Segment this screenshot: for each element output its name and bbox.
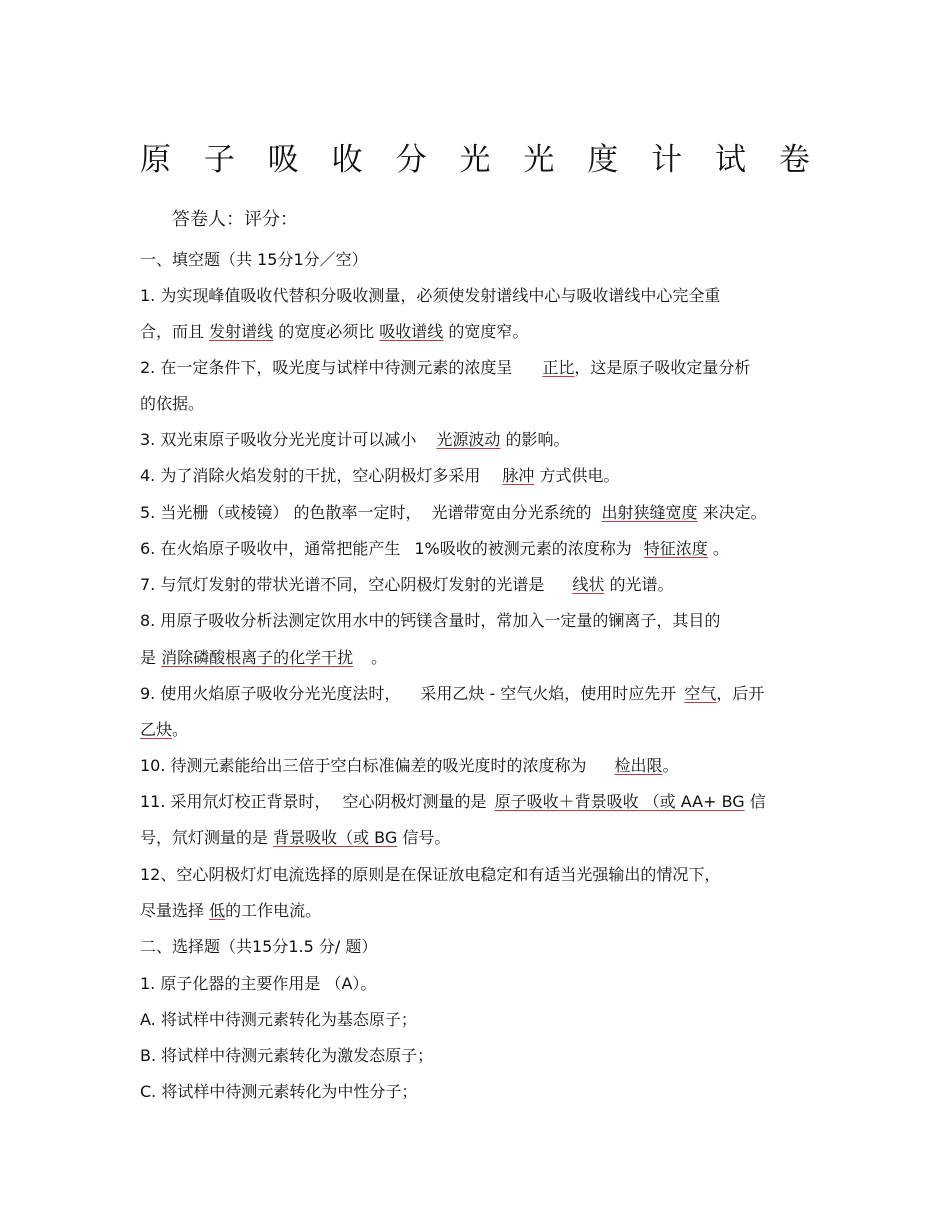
q10-answer: 检出限 — [614, 756, 663, 775]
q8-line1: 8. 用原子吸收分析法测定饮用水中的钙镁含量时，常加入一定量的镧离子，其目的 — [140, 611, 721, 630]
title-char: 光 — [523, 142, 555, 178]
q8-answer: 消除磷酸根离子的化学干扰 — [161, 648, 354, 667]
q4-line: 4. 为了消除火焰发射的干扰，空心阴极灯多采用 脉冲 方式供电。 — [140, 466, 620, 485]
q11-line1: 11. 采用氘灯校正背景时， 空心阴极灯测量的是 原子吸收＋背景吸收 （或 AA+ BG 信 — [140, 792, 766, 811]
q1-line2: 合，而且 发射谱线 的宽度必须比 吸收谱线 的宽度窄。 — [140, 322, 529, 341]
q6-line: 6. 在火焰原子吸收中，通常把能产生 1%吸收的被测元素的浓度称为 特征浓度 。 — [140, 539, 729, 558]
q2-answer: 正比 — [542, 358, 575, 377]
q12-line1: 12、空心阴极灯灯电流选择的原则是在保证放电稳定和有适当光强输出的情况下， — [140, 865, 721, 884]
mc-q1: 1. 原子化器的主要作用是 （A）。 — [140, 974, 377, 993]
q12-line2: 尽量选择 低的工作电流。 — [140, 901, 322, 920]
q3-line: 3. 双光束原子吸收分光光度计可以减小 光源波动 的影响。 — [140, 430, 570, 449]
q12-answer: 低 — [209, 901, 226, 920]
title-char: 子 — [203, 142, 235, 178]
q1-answer-1: 发射谱线 — [209, 322, 274, 341]
q6-answer: 特征浓度 — [643, 539, 708, 558]
q2-line2: 的依据。 — [140, 394, 205, 413]
title-char: 度 — [587, 142, 619, 178]
title-char: 试 — [715, 142, 747, 178]
q1-line1: 1. 为实现峰值吸收代替积分吸收测量，必须使发射谱线中心与吸收谱线中心完全重 — [140, 286, 721, 305]
q9-line2: 乙炔。 — [140, 720, 189, 739]
q8-line2: 是 消除磷酸根离子的化学干扰 。 — [140, 648, 388, 667]
q10-line: 10. 待测元素能给出三倍于空白标准偏差的吸光度时的浓度称为 检出限。 — [140, 756, 679, 775]
title-char: 计 — [651, 142, 683, 178]
q11-answer-1: 原子吸收＋背景吸收 （或 AA+ BG — [494, 792, 745, 811]
title-char: 原 — [140, 142, 171, 178]
page-title — [140, 140, 810, 180]
title-char: 分 — [395, 142, 427, 178]
q5-line: 5. 当光栅（或棱镜） 的色散率一定时， 光谱带宽由分光系统的 出射狭缝宽度 来决定。 — [140, 503, 767, 522]
q1-answer-2: 吸收谱线 — [379, 322, 444, 341]
title-char: 光 — [459, 142, 491, 178]
mc-q1-option-b: B. 将试样中待测元素转化为激发态原子； — [140, 1046, 434, 1065]
title-char: 吸 — [267, 142, 299, 178]
title-char: 卷 — [778, 142, 810, 178]
q3-answer: 光源波动 — [436, 430, 501, 449]
q2-line1: 2. 在一定条件下，吸光度与试样中待测元素的浓度呈 正比，这是原子吸收定量分析 — [140, 358, 751, 377]
mc-q1-option-a: A. 将试样中待测元素转化为基态原子； — [140, 1010, 417, 1029]
mc-q1-option-c: C. 将试样中待测元素转化为中性分子； — [140, 1082, 418, 1101]
q7-line: 7. 与氘灯发射的带状光谱不同，空心阴极灯发射的光谱是 线状 的光谱。 — [140, 575, 674, 594]
section2-heading: 二、选择题（共15分1.5 分/ 题） — [140, 937, 378, 956]
q4-answer: 脉冲 — [502, 466, 535, 485]
q9-answer-1: 空气 — [684, 684, 717, 703]
title-char: 收 — [331, 142, 363, 178]
answerer-score-line: 答卷人：评分： — [172, 209, 298, 230]
q9-line1: 9. 使用火焰原子吸收分光光度法时， 采用乙炔 - 空气火焰，使用时应先开 空气，后开 — [140, 684, 765, 703]
q7-answer: 线状 — [572, 575, 605, 594]
q11-line2: 号，氘灯测量的是 背景吸收（或 BG 信号。 — [140, 828, 451, 847]
q9-answer-2: 乙炔 — [140, 720, 173, 739]
section1-heading: 一、填空题（共 15分1分／空） — [140, 250, 368, 269]
q11-answer-2: 背景吸收（或 BG — [273, 828, 398, 847]
q5-answer: 出射狭缝宽度 — [601, 503, 698, 522]
